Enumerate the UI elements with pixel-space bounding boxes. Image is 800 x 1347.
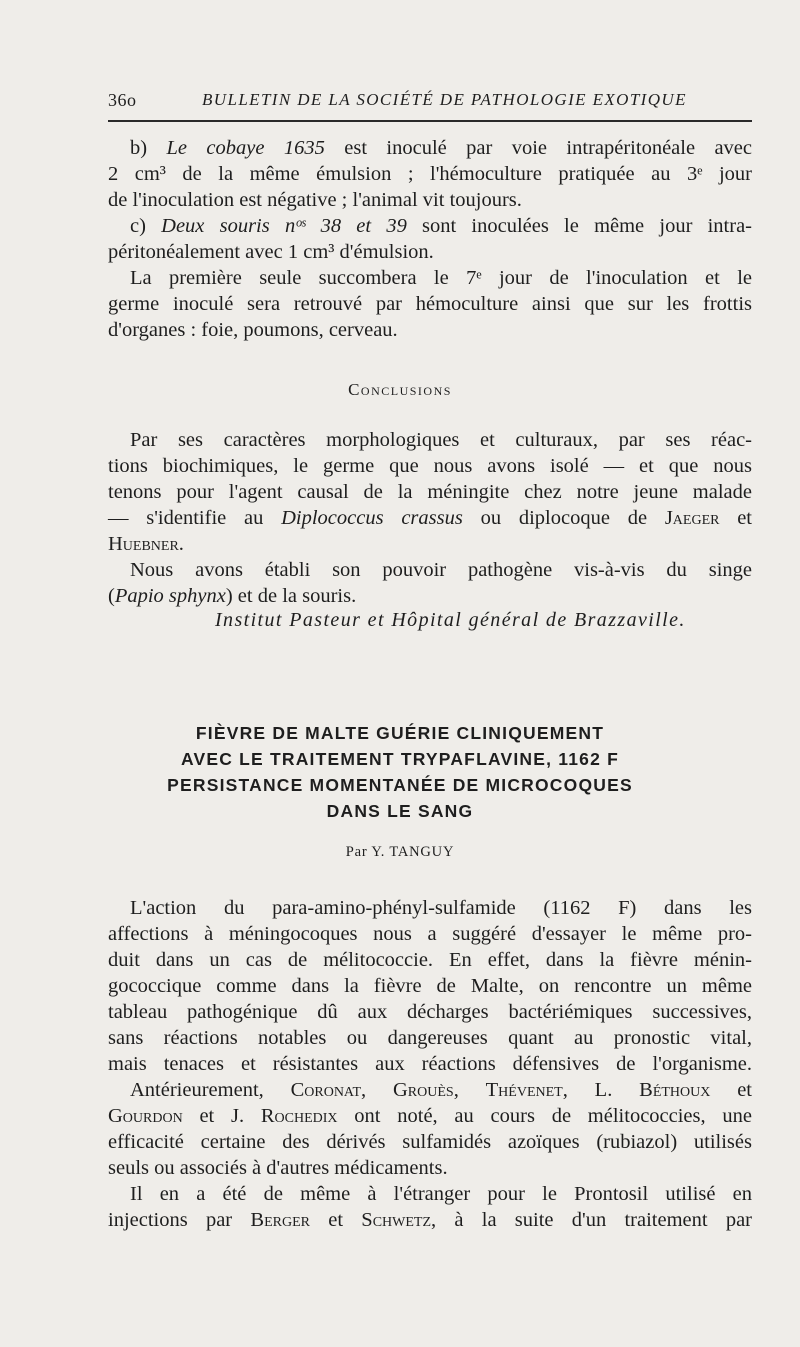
text-line: de l'inoculation est négative ; l'animal vit toujours.	[108, 189, 522, 211]
title-line: AVEC LE TRAITEMENT TRYPAFLAVINE, 1162 F	[180, 749, 619, 769]
text-line: seuls ou associés à d'autres médicaments.	[108, 1157, 448, 1179]
header-rule	[108, 120, 752, 122]
title-line: FIÈVRE DE MALTE GUÉRIE CLINIQUEMENT	[195, 723, 605, 743]
text-line: injections par Berger et Schwetz, à la suite d'un traitement par	[108, 1209, 753, 1231]
page-header	[108, 90, 752, 116]
text-line: Gourdon et J. Rochedix ont noté, au cours de mélitococcies, une	[108, 1105, 752, 1127]
experiment-text	[108, 135, 752, 343]
text-line: Huebner.	[108, 533, 184, 555]
text-line: La première seule succombera le 7ᵉ jour de l'inoculation et le	[130, 267, 752, 289]
text-line: tableau pathogénique dû aux décharges bactériémiques successives,	[108, 1001, 752, 1023]
text-line: gococcique comme dans la fièvre de Malte, on rencontre un même	[108, 975, 752, 997]
text-line: Par ses caractères morphologiques et culturaux, par ses réac-	[130, 429, 752, 451]
text-line: Il en a été de même à l'étranger pour le Prontosil utilisé en	[130, 1183, 752, 1205]
conclusions-heading: Conclusions	[348, 380, 452, 399]
page-number: 36o	[108, 90, 137, 110]
text-line: Antérieurement, Coronat, Grouès, Thévenet, L. Béthoux et	[130, 1079, 752, 1101]
article-title	[0, 720, 800, 824]
text-line: sans réactions notables ou dangereuses quant au pronostic vital,	[108, 1027, 752, 1049]
title-line: DANS LE SANG	[326, 801, 474, 821]
text-line: — s'identifie au Diplococcus crassus ou diplocoque de Jaeger et	[108, 507, 753, 529]
text-line: tenons pour l'agent causal de la méningite chez notre jeune malade	[108, 481, 752, 503]
text-line: tions biochimiques, le germe que nous avons isolé — et que nous	[108, 455, 752, 477]
text-line: d'organes : foie, poumons, cerveau.	[108, 319, 398, 341]
text-line: c) Deux souris nᵒˢ 38 et 39 sont inoculées le même jour intra-	[130, 215, 752, 237]
text-line: L'action du para-amino-phényl-sulfamide (1162 F) dans les	[130, 897, 752, 919]
text-line: 2 cm³ de la même émulsion ; l'hémoculture pratiquée au 3ᵉ jour	[108, 163, 752, 185]
text-line: b) Le cobaye 1635 est inoculé par voie intrapéritonéale avec	[130, 137, 753, 159]
running-title: BULLETIN DE LA SOCIÉTÉ DE PATHOLOGIE EXOTIQUE	[202, 90, 687, 109]
text-line: duit dans un cas de mélitococcie. En effet, dans la fièvre ménin-	[108, 949, 752, 971]
text-line: Nous avons établi son pouvoir pathogène vis-à-vis du singe	[130, 559, 752, 581]
affiliation: Institut Pasteur et Hôpital général de Brazzaville.	[215, 609, 686, 631]
text-line: (Papio sphynx) et de la souris.	[108, 585, 357, 607]
text-line: affections à méningocoques nous a suggéré d'essayer le même pro-	[108, 923, 752, 945]
article-author: Par Y. TANGUY	[345, 844, 455, 860]
article-body	[108, 895, 752, 1233]
title-line: PERSISTANCE MOMENTANÉE DE MICROCOQUES	[167, 775, 633, 795]
text-line: germe inoculé sera retrouvé par hémoculture ainsi que sur les frottis	[108, 293, 752, 315]
conclusions-text	[108, 427, 752, 609]
text-line: efficacité certaine des dérivés sulfamidés azoïques (rubiazol) utilisés	[108, 1131, 752, 1153]
text-line: péritonéalement avec 1 cm³ d'émulsion.	[108, 241, 434, 263]
text-line: mais tenaces et résistantes aux réactions défensives de l'organisme.	[108, 1053, 752, 1075]
